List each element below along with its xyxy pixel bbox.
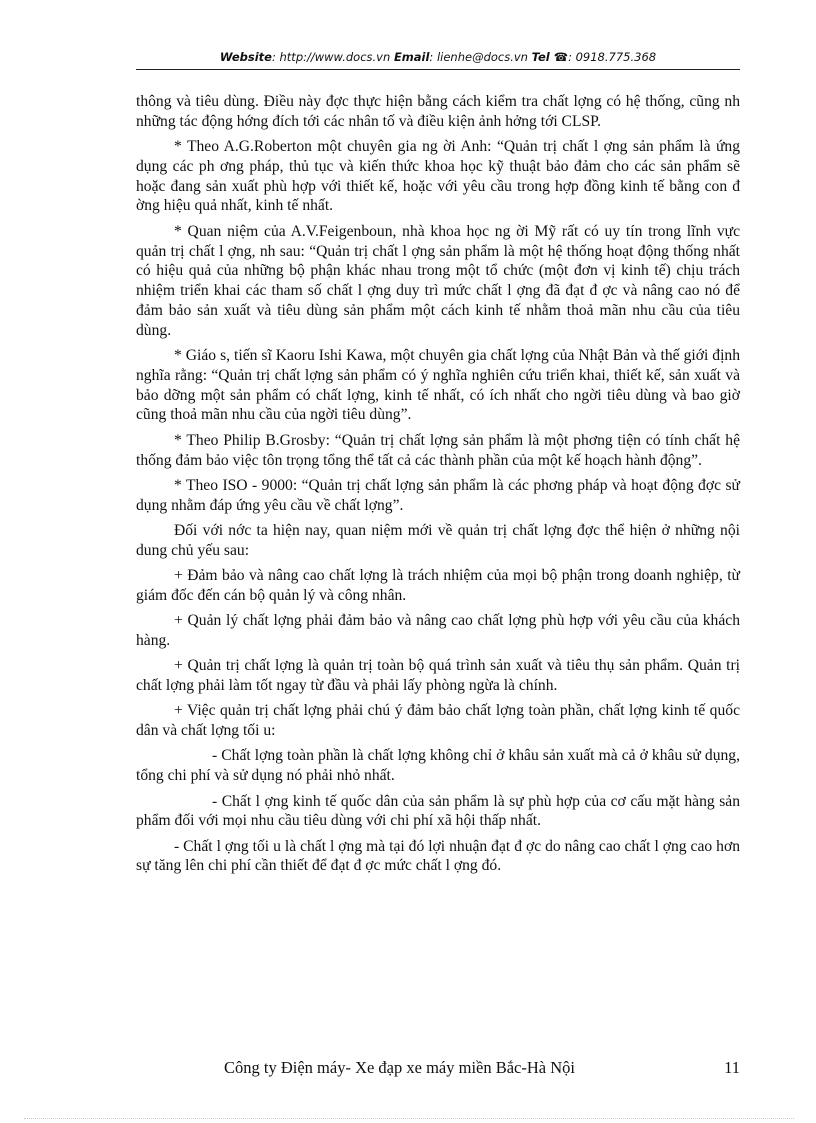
paragraph-5: * Theo Philip B.Grosby: “Quản trị chất lợng sản phẩm là một phơng tiện có tính chất hệ thống đảm bảo việc tôn trọng tổng thể tất cả các thành phần của một kế hoạch hành động”. <box>136 431 740 469</box>
paragraph-1: thông và tiêu dùng. Điều này đợc thực hiện bằng cách kiểm tra chất lợng có hệ thống, cũng nh những tác động hớng đích tới các nhân tố và điều kiện ảnh hởng tới CLSP. <box>136 93 740 130</box>
paragraph-10: + Quản trị chất lợng là quản trị toàn bộ quá trình sản xuất và tiêu thụ sản phẩm. Quản trị chất lợng phải làm tốt ngay từ đầu và phải lấy phòng ngừa là chính. <box>136 657 740 695</box>
paragraph-2: * Theo A.G.Roberton một chuyên gia ng ời Anh: “Quản trị chất l ợng sản phẩm là ứng dụng các ph ơng pháp, thủ tục và kiến thức khoa học kỹ thuật bảo đảm cho các sản phẩm sẽ hoặc đang sản xuất phù hợp với thiết kế, hoặc với yêu cầu trong hợp đồng kinh tế bằng con đ ờng hiệu quả nhất, kinh tế nhất. <box>136 138 740 215</box>
paragraph-11: + Việc quản trị chất lợng phải chú ý đảm bảo chất lợng toàn phần, chất lợng kinh tế quốc dân và chất lợng tối u: <box>136 702 740 740</box>
paragraph-9: + Quản lý chất lợng phải đảm bảo và nâng cao chất lợng phù hợp với yêu cầu của khách hàng. <box>136 612 740 649</box>
paragraph-4: * Giáo s, tiến sĩ Kaoru Ishi Kawa, một chuyên gia chất lợng của Nhật Bản và thế giới định nghĩa rằng: “Quản trị chất lợng sản phẩm có ý nghĩa nghiên cứu triển khai, thiết kế, sản xuất và bảo dỡng một sản phẩm có chất lợng, kinh tế nhất, có ích nhất cho ngời tiêu dùng và bao giờ cũng thoả mãn nhu cầu của ngời tiêu dùng”. <box>136 347 740 424</box>
tel-label: Tel ☎ <box>531 50 569 64</box>
page-number: 11 <box>724 1058 740 1077</box>
bottom-dotted-divider <box>24 1118 794 1119</box>
paragraph-8: + Đảm bảo và nâng cao chất lợng là trách nhiệm của mọi bộ phận trong doanh nghiệp, từ giám đốc đến cán bộ quản lý và công nhân. <box>136 567 740 604</box>
footer-text: Công ty Điện máy- Xe đạp xe máy miền Bắc-Hà Nội <box>224 1058 575 1077</box>
paragraph-7: Đối với nớc ta hiện nay, quan niệm mới về quản trị chất lợng đợc thể hiện ở những nội dung chủ yếu sau: <box>136 521 740 559</box>
paragraph-12: - Chất lợng toàn phần là chất lợng không chỉ ở khâu sản xuất mà cả ở khâu sử dụng, tổng chi phí và sử dụng nó phải nhỏ nhất. <box>136 747 740 785</box>
body-text <box>136 92 740 882</box>
email-label: Email <box>393 50 430 64</box>
paragraph-14: - Chất l ợng tối u là chất l ợng mà tại đó lợi nhuận đạt đ ợc do nâng cao chất l ợng cao hơn sự tăng lên chi phí cần thiết để đạt đ ợc mức chất l ợng đó. <box>136 837 740 875</box>
tel-value: : 0918.775.368 <box>568 50 657 64</box>
paragraph-6: * Theo ISO - 9000: “Quản trị chất lợng sản phẩm là các phơng pháp và hoạt động đợc sử dụng nhằm đáp ứng yêu cầu về chất lợng”. <box>136 476 740 514</box>
website-label: Website <box>219 50 272 64</box>
paragraph-3: * Quan niệm của A.V.Feigenboun, nhà khoa học ng ời Mỹ rất có uy tín trong lĩnh vực quản trị chất l ợng, nh sau: “Quản trị chất l ợng sản phẩm là một hệ thống hoạt động thống nhất có hiệu quả của những bộ phận khác nhau trong một tổ chức (một đơn vị kinh tế) chịu trách nhiệm triển khai các tham số chất l ợng duy trì mức chất l ợng đã đạt đ ợc và nâng cao nó để đảm bảo sản xuất và tiêu dùng sản phẩm một cách kinh tế nhằm thoả mãn nhu cầu của tiêu dùng. <box>136 222 740 339</box>
page-header <box>136 50 740 64</box>
paragraph-13: - Chất l ợng kinh tế quốc dân của sản phẩm là sự phù hợp của cơ cấu mặt hàng sản phẩm đối với mọi nhu cầu tiêu dùng với chi phí xã hội thấp nhất. <box>136 792 740 830</box>
website-value: : http://www.docs.vn <box>271 50 391 64</box>
header-divider <box>136 69 740 70</box>
email-value: : lienhe@docs.vn <box>429 50 528 64</box>
